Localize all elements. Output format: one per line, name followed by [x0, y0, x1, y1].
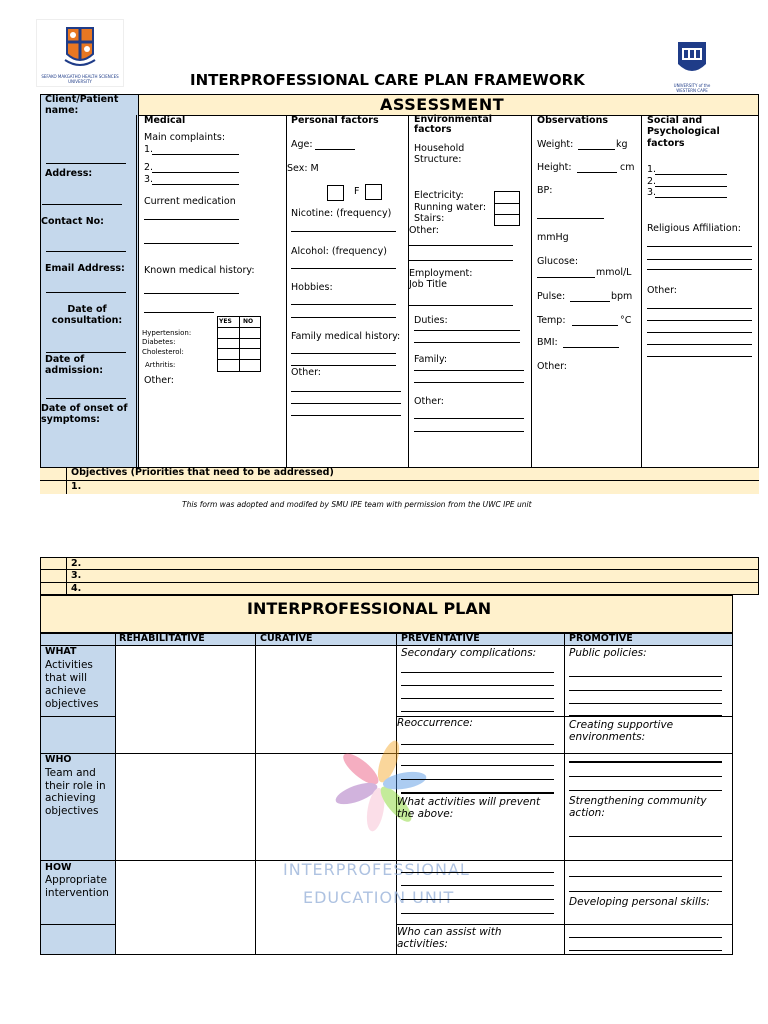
column-curative: CURATIVE	[260, 633, 313, 644]
height-label: Height:	[537, 162, 572, 173]
uwc-logo-text: UNIVERSITY of the WESTERN CAPE	[673, 83, 711, 93]
glucose-unit: mmol/L	[596, 267, 632, 278]
email-label: Email Address:	[45, 263, 125, 274]
community-action-label-2: action:	[569, 807, 605, 819]
social-item-2: 2.	[647, 176, 657, 187]
supportive-environments-label-1: Creating supportive	[569, 719, 674, 731]
column-preventative: PREVENTATIVE	[401, 633, 480, 644]
client-name-label: Client/Patient name:	[45, 94, 119, 116]
weight-label: Weight:	[537, 139, 574, 150]
weight-unit: kg	[616, 139, 628, 150]
column-rehabilitative: REHABILITATIVE	[119, 633, 205, 644]
uwc-crest-icon	[668, 40, 716, 80]
social-item-1: 1.	[647, 164, 657, 175]
age-label: Age:	[291, 139, 313, 150]
row-who-desc-3: achieving	[45, 792, 96, 804]
hobbies-label: Hobbies:	[291, 282, 333, 293]
smu-logo-text: SEFAKO MAKGATHO HEALTH SCIENCES UNIVERSITY	[41, 74, 119, 84]
onset-label: Date of onset of symptoms:	[41, 403, 128, 425]
household-label-2: Structure:	[414, 154, 462, 165]
ipe-flower-icon	[325, 735, 435, 835]
secondary-complications-label: Secondary complications:	[401, 647, 537, 659]
known-history-label: Known medical history:	[144, 265, 255, 276]
admission-label: Date of admission:	[45, 354, 104, 376]
row-who-desc-4: objectives	[45, 805, 99, 817]
environmental-heading-1: Environmental	[414, 114, 492, 125]
smu-logo	[36, 19, 124, 87]
row-who-desc-2: their role in	[45, 780, 106, 792]
bp-unit: mmHg	[537, 232, 569, 243]
prevent-activities-label-2: the above:	[397, 808, 454, 820]
alcohol-label: Alcohol: (frequency)	[291, 246, 387, 257]
yes-header: YES	[219, 318, 232, 325]
sex-f-label: F	[354, 186, 360, 197]
row-what-desc-4: objectives	[45, 698, 99, 710]
household-label-1: Household	[414, 143, 465, 154]
objective-item-4: 4.	[71, 583, 82, 594]
running-water-label: Running water:	[414, 202, 487, 213]
row-how-desc-2: intervention	[45, 887, 109, 899]
row-who-title: WHO	[45, 754, 72, 765]
social-heading-3: factors	[647, 138, 685, 149]
plan-title: INTERPROFESSIONAL PLAN	[247, 599, 492, 618]
address-label: Address:	[45, 168, 93, 179]
row-who-desc-1: Team and	[45, 767, 96, 779]
community-action-label-1: Strengthening community	[569, 795, 707, 807]
assessment-title: ASSESSMENT	[380, 95, 505, 114]
objectives-heading: Objectives (Priorities that need to be addressed)	[71, 467, 334, 478]
cholesterol-label: Cholesterol:	[142, 348, 184, 356]
bp-label: BP:	[537, 185, 553, 196]
consultation-label: Date of consultation:	[51, 304, 123, 326]
who-assist-label-2: activities:	[397, 938, 448, 950]
objective-item-3: 3.	[71, 570, 82, 581]
arthritis-label: Arthritis:	[145, 361, 176, 369]
hypertension-label: Hypertension:	[142, 329, 192, 337]
row-what-desc-1: Activities	[45, 659, 93, 671]
social-heading-1: Social and	[647, 115, 703, 126]
complaint-2: 2.	[144, 162, 154, 173]
ipe-watermark-logo	[325, 735, 435, 835]
social-item-3: 3.	[647, 187, 657, 198]
stairs-label: Stairs:	[414, 213, 445, 224]
social-heading-2: Psychological	[647, 126, 720, 137]
row-what-title: WHAT	[45, 646, 77, 657]
watermark-line-2: EDUCATION UNIT	[303, 888, 455, 907]
medical-other-label: Other:	[144, 375, 175, 386]
personal-heading: Personal factors	[291, 115, 379, 126]
watermark-line-1: INTERPROFESSIONAL	[283, 860, 470, 879]
row-how-title: HOW	[45, 862, 72, 873]
sex-m-checkbox[interactable]	[327, 185, 344, 201]
temp-label: Temp:	[537, 315, 566, 326]
supportive-environments-label-2: environments:	[569, 731, 646, 743]
reoccurrence-label: Reoccurrence:	[397, 717, 473, 729]
uwc-logo	[668, 40, 716, 96]
environmental-heading-2: factors	[414, 124, 452, 135]
family-history-label: Family medical history:	[291, 331, 401, 342]
form-title: INTERPROFESSIONAL CARE PLAN FRAMEWORK	[190, 71, 585, 89]
job-title-label: Job Title	[409, 279, 448, 290]
temp-unit: °C	[620, 315, 632, 326]
employment-label: Employment:	[409, 268, 473, 279]
form-footnote: This form was adopted and modifed by SMU IPE team with permission from the UWC IPE unit	[182, 500, 532, 509]
social-other-label: Other:	[647, 285, 678, 296]
pulse-unit: bpm	[611, 291, 633, 302]
personal-skills-label: Developing personal skills:	[569, 896, 710, 908]
row-what-desc-2: that will	[45, 672, 87, 684]
sex-f-checkbox[interactable]	[365, 184, 382, 200]
bmi-label: BMI:	[537, 337, 558, 348]
observations-other-label: Other:	[537, 361, 568, 372]
environmental-other-label: Other:	[409, 225, 440, 236]
observations-heading: Observations	[537, 115, 609, 126]
row-how-desc-1: Appropriate	[45, 874, 107, 886]
main-complaints-label: Main complaints:	[144, 132, 226, 143]
environmental-other2-label: Other:	[414, 396, 445, 407]
objective-item-1: 1.	[71, 481, 82, 492]
medical-heading: Medical	[144, 115, 186, 126]
public-policies-label: Public policies:	[569, 647, 647, 659]
who-assist-label-1: Who can assist with	[397, 926, 502, 938]
current-medication-label: Current medication	[144, 196, 236, 207]
column-promotive: PROMOTIVE	[569, 633, 633, 644]
contact-label: Contact No:	[41, 216, 104, 227]
diabetes-label: Diabetes:	[142, 338, 176, 346]
duties-label: Duties:	[414, 315, 448, 326]
complaint-1: 1.	[144, 144, 154, 155]
height-unit: cm	[620, 162, 635, 173]
objective-item-2: 2.	[71, 558, 82, 569]
nicotine-label: Nicotine: (frequency)	[291, 208, 392, 219]
utilities-checkbox-table	[494, 191, 520, 226]
religious-label: Religious Affiliation:	[647, 223, 741, 234]
no-header: NO	[243, 318, 254, 325]
electricity-label: Electricity:	[414, 190, 464, 201]
sex-label: Sex: M	[287, 163, 319, 174]
glucose-label: Glucose:	[537, 256, 579, 267]
personal-other-label: Other:	[291, 367, 322, 378]
row-what-desc-3: achieve	[45, 685, 86, 697]
prevent-activities-label-1: What activities will prevent	[397, 796, 541, 808]
complaint-3: 3.	[144, 174, 154, 185]
family-label: Family:	[414, 354, 448, 365]
pulse-label: Pulse:	[537, 291, 566, 302]
